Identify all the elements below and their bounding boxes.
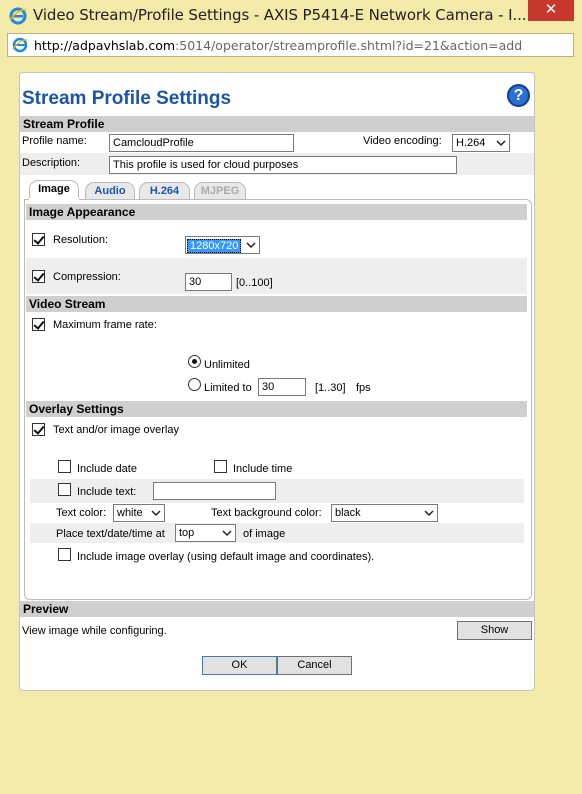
unlimited-label: Unlimited — [204, 359, 250, 371]
limited-label: Limited to — [204, 382, 252, 394]
image-appearance-heading: Image Appearance — [26, 204, 527, 220]
preview-heading: Preview — [20, 601, 534, 617]
overlay-settings-heading: Overlay Settings — [26, 401, 527, 417]
resolution-value: 1280x720 — [187, 239, 241, 253]
include-text-label: Include text: — [77, 486, 137, 498]
address-url — [34, 38, 522, 53]
chevron-down-icon — [496, 137, 506, 149]
resolution-checkbox[interactable] — [32, 233, 45, 246]
video-encoding-select[interactable] — [452, 134, 510, 152]
text-bg-color-label: Text background color: — [211, 507, 322, 519]
close-icon: ✕ — [544, 1, 558, 18]
compression-checkbox[interactable] — [32, 270, 45, 283]
text-bg-color-value: black — [335, 507, 361, 519]
include-image-overlay-label: Include image overlay (using default image and coordinates). — [77, 551, 375, 563]
url-path: :5014/operator/streamprofile.shtml?id=21&action=add — [175, 38, 523, 53]
include-text-checkbox[interactable] — [58, 483, 71, 496]
max-frame-rate-checkbox[interactable] — [32, 318, 45, 331]
internet-explorer-icon — [12, 37, 28, 53]
include-text-field[interactable] — [153, 482, 276, 500]
compression-field[interactable]: 30 — [185, 273, 232, 291]
include-time-checkbox[interactable] — [214, 460, 227, 473]
description-field[interactable]: This profile is used for cloud purposes — [109, 156, 457, 174]
chevron-down-icon — [151, 507, 161, 519]
resolution-label: Resolution: — [53, 234, 109, 246]
text-image-overlay-checkbox[interactable] — [32, 423, 45, 436]
text-color-label: Text color: — [56, 507, 107, 519]
resolution-select[interactable] — [185, 236, 260, 254]
address-bar[interactable] — [7, 33, 574, 57]
internet-explorer-icon — [9, 7, 27, 25]
close-button[interactable] — [528, 0, 574, 21]
ok-button[interactable]: OK — [202, 656, 277, 675]
text-bg-color-select[interactable] — [331, 504, 438, 522]
show-button[interactable]: Show — [457, 621, 532, 640]
place-select[interactable] — [175, 524, 236, 542]
place-label: Place text/date/time at — [56, 528, 165, 540]
active-tab-joint — [29, 198, 79, 201]
chevron-down-icon — [424, 507, 434, 519]
video-encoding-value: H.264 — [456, 137, 486, 149]
help-icon[interactable]: ? — [507, 84, 530, 107]
include-date-label: Include date — [77, 463, 137, 475]
url-host: http://adpavhslab.com — [34, 38, 176, 53]
tab-mjpeg: MJPEG — [194, 182, 246, 200]
stream-profile-heading: Stream Profile — [20, 116, 534, 132]
profile-name-field[interactable]: CamcloudProfile — [109, 134, 294, 152]
limited-radio[interactable] — [188, 378, 201, 391]
place-value: top — [179, 527, 195, 539]
compression-range: [0..100] — [236, 277, 273, 289]
compression-label: Compression: — [53, 271, 121, 283]
text-image-overlay-label: Text and/or image overlay — [53, 424, 179, 436]
profile-name-label: Profile name: — [22, 135, 87, 147]
tab-h264[interactable]: H.264 — [139, 182, 190, 200]
include-date-checkbox[interactable] — [58, 460, 71, 473]
video-stream-heading: Video Stream — [26, 296, 527, 312]
place-suffix: of image — [243, 528, 286, 540]
include-time-label: Include time — [233, 463, 293, 475]
include-image-overlay-checkbox[interactable] — [58, 548, 71, 561]
unlimited-radio[interactable] — [188, 355, 201, 368]
description-label: Description: — [22, 157, 81, 169]
limited-fps-field[interactable]: 30 — [258, 378, 306, 396]
preview-text: View image while configuring. — [22, 625, 167, 637]
fps-label: fps — [356, 382, 371, 394]
video-encoding-label: Video encoding: — [363, 135, 442, 147]
tab-image[interactable]: Image — [29, 180, 79, 200]
text-color-select[interactable] — [113, 504, 165, 522]
tab-audio[interactable]: Audio — [85, 182, 135, 200]
chevron-down-icon — [246, 239, 256, 251]
limited-range: [1..30] — [315, 382, 346, 394]
cancel-button[interactable]: Cancel — [277, 656, 352, 675]
max-frame-rate-label: Maximum frame rate: — [53, 319, 157, 331]
window-title: Video Stream/Profile Settings - AXIS P5414-E Network Camera - I... — [33, 6, 527, 24]
page-title: Stream Profile Settings — [22, 88, 232, 109]
chevron-down-icon — [222, 527, 232, 539]
text-color-value: white — [117, 507, 143, 519]
